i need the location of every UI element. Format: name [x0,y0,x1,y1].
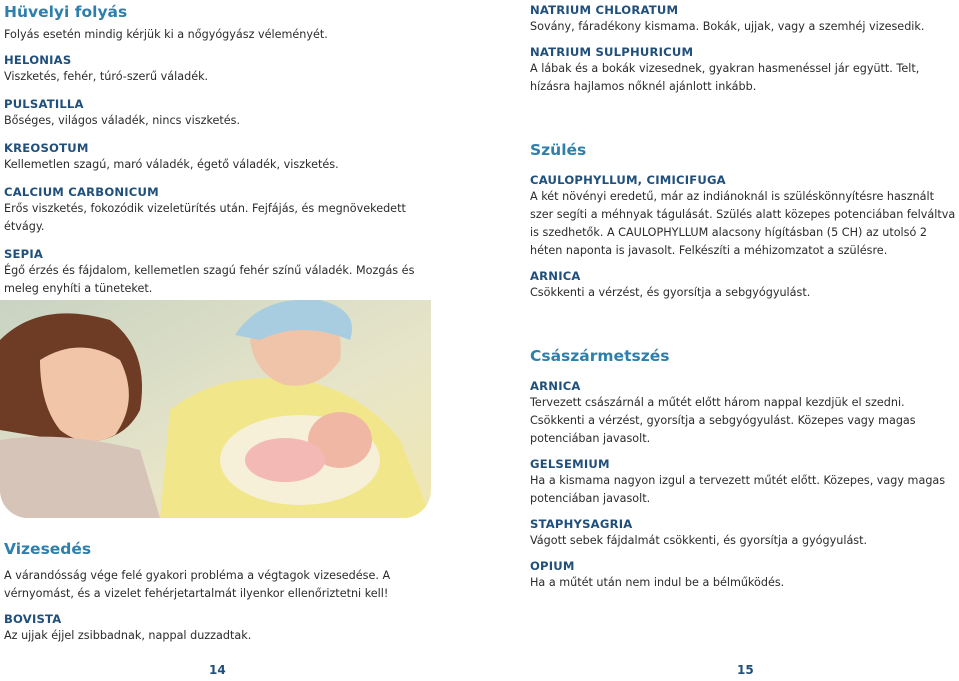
remedy-text: Ha a kismama nagyon izgul a tervezett műtét előtt. Közepes, vagy magas potenciában javasolt. [530,474,946,505]
left-lower [4,539,432,645]
remedy-arnica-csaszar [530,378,956,448]
remedy-calcium-carbonicum [4,184,432,236]
section-title-huvelyi: Hüvelyi folyás [4,3,128,21]
remedy-name: PULSATILLA [4,97,84,111]
remedy-text: Az ujjak éjjel zsibbadnak, nappal duzzadtak. [4,629,252,642]
remedy-name: GELSEMIUM [530,457,610,471]
remedy-name: OPIUM [530,559,575,573]
page-number-left: 14 [209,663,226,677]
remedy-text: Erős viszketés, fokozódik vizeletürítés után. Fejfájás, és megnövekedett étvágy. [4,202,406,233]
remedy-text: Sovány, fáradékony kismama. Bokák, ujjak, vagy a szemhéj vizesedik. [530,20,925,33]
remedy-name: HELONIAS [4,53,72,67]
remedy-helonias [4,52,432,86]
remedy-staphysagria [530,516,956,550]
remedy-name: BOVISTA [4,612,62,626]
remedy-name: NATRIUM SULPHURICUM [530,45,694,59]
remedy-bovista [4,611,432,645]
remedy-name: ARNICA [530,379,581,393]
remedy-text: Tervezett császárnál a műtét előtt három nappal kezdjük el szedni. Csökkenti a vérzést, gyorsítja a sebgyógyulást. Közepes vagy magas potenciában javasolt. [530,396,916,445]
remedy-text: Kellemetlen szagú, maró váladék, égető váladék, viszketés. [4,158,339,171]
section-title-vizesedes: Vizesedés [4,540,92,558]
remedy-text: Bőséges, világos váladék, nincs viszketés. [4,114,241,127]
remedy-natrium-chloratum [530,2,956,36]
intro-text: Folyás esetén mindig kérjük ki a nőgyógyász véleményét. [4,28,328,41]
remedy-text: Csökkenti a vérzést, és gyorsítja a sebgyógyulást. [530,286,811,299]
remedy-name: STAPHYSAGRIA [530,517,633,531]
remedy-text: Ha a műtét után nem indul be a bélműködés. [530,576,785,589]
remedy-name: CAULOPHYLLUM, CIMICIFUGA [530,173,726,187]
remedy-text: A lábak és a bokák vizesednek, gyakran hasmenéssel jár együtt. Telt, hízásra hajlamos nőknél ajánlott inkább. [530,62,920,93]
remedy-pulsatilla [4,96,432,130]
remedy-gelsemium [530,456,956,508]
section-title-csaszarmetszes: Császármetszés [530,347,670,365]
remedy-name: KREOSOTUM [4,141,89,155]
remedy-arnica-szules [530,268,956,302]
section-title-szules: Szülés [530,141,587,159]
mother-newborn-photo [0,300,431,518]
page-number-right: 15 [737,663,754,677]
remedy-natrium-sulphuricum [530,44,956,96]
right-column [530,0,956,592]
remedy-text: A két növényi eredetű, már az indiánoknál is szüléskönnyítésre használt szer segíti a méhnyak tágulását. Szülés alatt közepes potenciában felváltva is szedhetők. A CAULOPHYLLUM alacsony hígításban (5 CH) az utolsó 2 héten naponta is javasolt. Felkészíti a méhizomzatot a szülésre. [530,190,956,257]
remedy-name: NATRIUM CHLORATUM [530,3,679,17]
vizesedes-intro: A várandósság vége felé gyakori probléma a végtagok vizesedése. A vérnyomást, és a vizelet fehérjetartalmát ilyenkor ellenőriztetni kell! [4,569,391,600]
remedy-opium [530,558,956,592]
remedy-name: SEPIA [4,247,44,261]
remedy-sepia [4,246,432,298]
remedy-kreosotum [4,140,432,174]
remedy-text: Égő érzés és fájdalom, kellemetlen szagú fehér színű váladék. Mozgás és meleg enyhíti a tüneteket. [4,264,415,295]
remedy-text: Vágott sebek fájdalmát csökkenti, és gyorsítja a gyógyulást. [530,534,868,547]
remedy-name: ARNICA [530,269,581,283]
remedy-name: CALCIUM CARBONICUM [4,185,159,199]
remedy-caulophyllum [530,172,956,260]
remedy-text: Viszketés, fehér, túró-szerű váladék. [4,70,209,83]
left-column [4,0,432,298]
